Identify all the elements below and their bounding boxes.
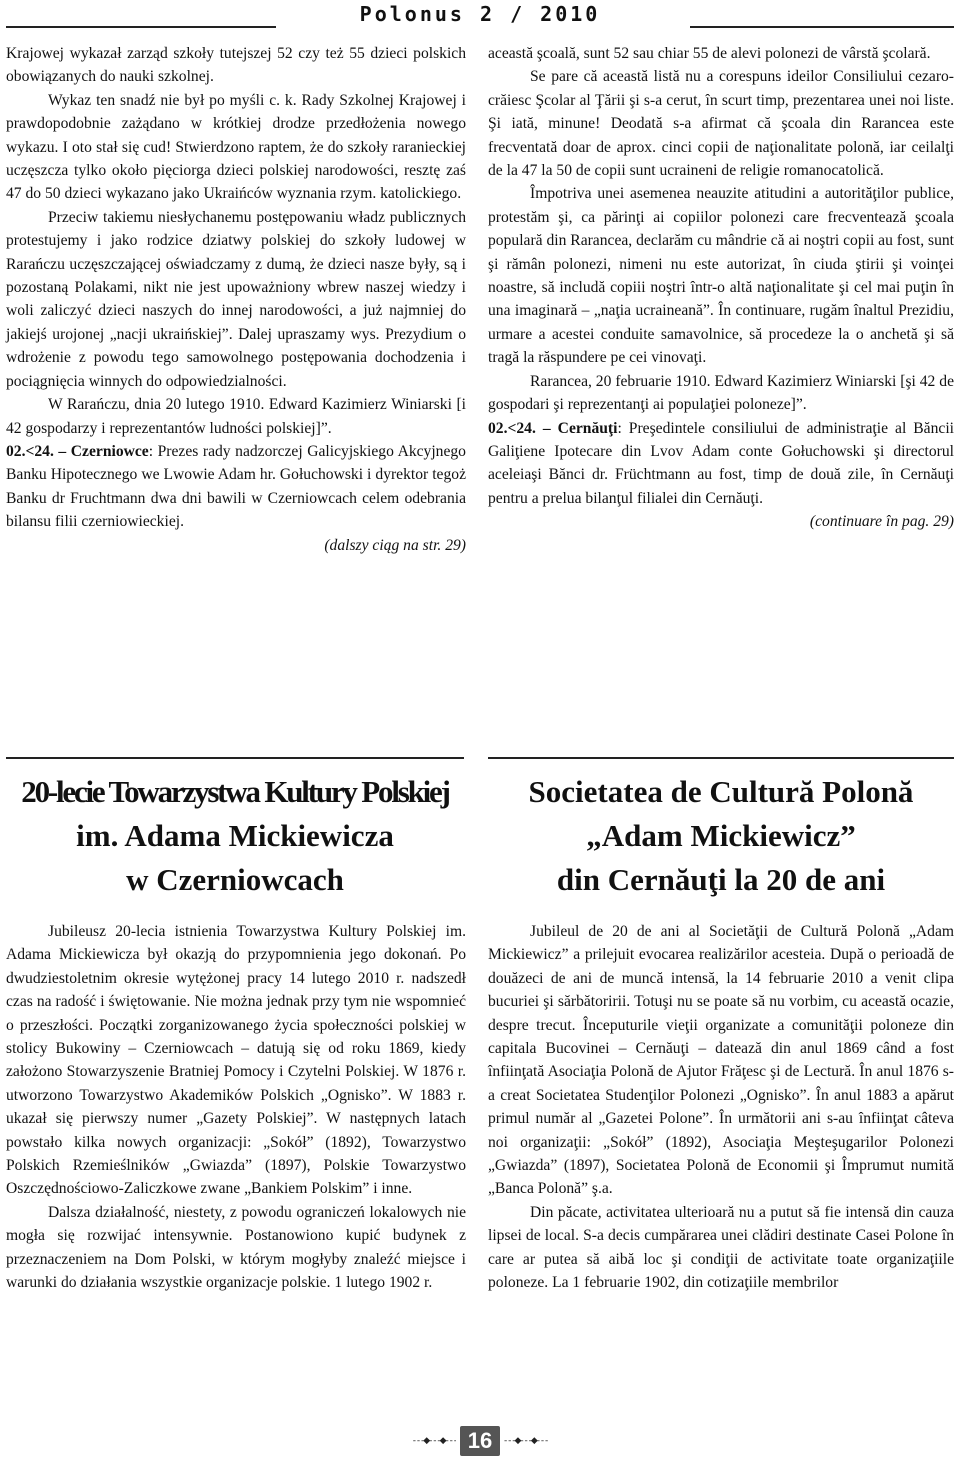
news-item — [488, 417, 954, 511]
article-body-romanian — [488, 920, 954, 1295]
title-line: Societatea de Cultură Polonă — [528, 774, 914, 809]
news-item — [6, 440, 466, 534]
paragraph: W Rarańczu, dnia 20 lutego 1910. Edward Kazimierz Winiarski [i 42 gospodarzy i reprezentantów ludności polskiej]”. — [6, 396, 466, 437]
news-item-text: : Prezes rady nadzorczej Galicyjskiego Akcyjnego Banku Hipotecznego we Lwowie Adam hr. Gołuchowski i dyrektor tegoż Banku dr Fruchtmann dwa dni bawili w Czerniowcach celem odebrania bilansu filii czerniowieckiej. — [6, 442, 466, 531]
article-title-romanian — [488, 770, 954, 902]
paragraph: Jubileul de 20 de ani al Societăţii de Cultură Polonă „Adam Mickiewicz” a prilejuit evocarea realizărilor acesteia. După o perioadă de douăzeci de ani de muncă intensă, la 14 februarie 2010 a venit clipa bucuriei şi sărbătoririi. Totuşi nu se poate să nu vorbim, cu această ocazie, despre trecut. Începuturile vieţii organizate a comunităţii poloneze din capitala Bucovinei – Cernăuţi – datează din anul 1869 când a fost înfiinţată Asociaţia Polonă de Ajutor Frăţesc şi de Lectură. În anul 1876 s-a creat Societatea Studenţilor Polonezi „Ognisko”. În anul 1883 a apărut primul număr al „Gazetei Polone”. În următorii ani s-au înfiinţat câteva noi organizaţii: „Sokół” (1892), Asociaţia Meşteşugarilor Polonezi „Gwiazda” (1897), Societatea Polonă de Economii şi Împrumut numită „Banca Polonă” ş.a. — [488, 923, 954, 1198]
continued-note: (continuare în pag. 29) — [809, 513, 954, 531]
section-divider-left — [6, 757, 464, 759]
paragraph: Împotriva unei asemenea neauzite atitudini a autorităţilor publice, protestăm şi, ca părinţi ai copiilor polonezi care frecventează şcoala populară din Rarancea, declarăm cu mândrie că ai noştri copii au fost, sunt şi rămân polonezi, nimeni nu este autorizat, în ciuda ştirii şi voinţei noastre, să includă copiii noştri într-o altă naţionalitate şi cel mai puţin în una imaginară – „naţia ucraineană”. În continuare, rugăm înaltul Prezidiu, urmare a acestei conduite samavolnice, să procedeze la o anchetă şi să tragă la răspundere pe cei vinovaţi. — [488, 185, 954, 367]
paragraph: această şcoală, sunt 52 sau chiar 55 de alevi polonezi de vârstă şcolară. — [488, 45, 931, 62]
running-header: Polonus 2 / 2010 — [359, 2, 601, 26]
article-title-polish — [6, 770, 464, 902]
paragraph: Przeciw takiemu niesłychanemu postępowaniu władz publicznych protestujemy i jako rodzice dziatwy polskiej do szkoły ludowej w Rarańczu uczęszczającej oświadczamy z dumą, że dzieci nasze były, są i pozostaną Polakami, nikt nie jest upoważniony wbrew naszej wiedzy i woli zaliczyć dzieci naszych do innej narodowości, a już najmniej do jakiejś urojonej „nacji ukraińskiej”. Dalej upraszamy wys. Prezydium o wdrożenie z powodu tego samowolnego postępowania dochodzenia i pociągnięcia winnych do odpowiedzialności. — [6, 208, 466, 390]
news-item-heading: 02.<24. – Czerniowce — [6, 442, 149, 460]
page-number: 16 — [460, 1426, 500, 1456]
right-column-top — [488, 42, 954, 534]
title-line: „Adam Mickiewicz” — [586, 818, 856, 853]
news-item-text: : Preşedintele consiliului de administraţie al Băncii Galiţiene Ipotecare din Lvov Adam conte Gołuchowski şi directorul aceleiaşi Bănci dr. Früchtmann au fost, timp de două zile, în Cernăuţi pentru a prelua bilanţul filialei din Cernăuţi. — [488, 419, 954, 507]
footer-ornament-left: - - -◆- - -◆- - - — [412, 1436, 456, 1446]
paragraph: Din păcate, activitatea ulterioară nu a putut să fie intensă din cauza lipsei de local. S-a decis cumpărarea unei clădiri destinate Casei Polone în care ar putea să aibă loc şi condiţii de activitate toate organizaţiile poloneze. La 1 februarie 1902, din cotizaţiile membrilor — [488, 1203, 954, 1292]
paragraph: Rarancea, 20 februarie 1910. Edward Kazimierz Winiarski [şi 42 de gospodari şi reprezentanţi ai populaţiei poloneze]”. — [488, 372, 954, 414]
title-line: din Cernăuţi la 20 de ani — [556, 862, 886, 897]
header-rule-right — [690, 26, 954, 28]
title-line: w Czerniowcach — [126, 862, 344, 897]
paragraph: Dalsza działalność, niestety, z powodu ograniczeń lokalowych nie mogła się rozwijać intensywnie. Postanowiono kupić budynek z przeznaczeniem na Dom Polski, w którym mogłyby znaleźć miejsce i warunki do działania wszystkie organizacje polskie. 1 lutego 1902 r. — [6, 1203, 466, 1292]
paragraph: Jubileusz 20-lecia istnienia Towarzystwa Kultury Polskiej im. Adama Mickiewicza był okazją do przypomnienia jego dokonań. Po dwudziestoletnim okresie wytężonej pracy 14 lutego 2010 r. nadszedł czas na radość i świętowanie. Nie można jednak przy tym nie wspomnieć o przeszłości. Początki zorganizowanego życia społeczności polskiej w stolicy Bukowiny – Czerniowcach – datują się od roku 1869, kiedy założono Stowarzyszenie Bratniej Pomocy i Czytelni Polskiej. W 1876 r. utworzono Towarzystwo Akademików Polskich „Ognisko”. W 1883 r. ukazał się pierwszy numer „Gazety Polskiej”. W następnych latach powstało kilka nowych organizacji: „Sokół” (1892), Towarzystwo Polskich Rzemieślników „Gwiazda” (1897), Polskie Towarzystwo Oszczędnościowo-Zaliczkowe zwane „Bankiem Polskim” i inne. — [6, 923, 466, 1198]
title-line: im. Adama Mickiewicza — [76, 818, 394, 853]
paragraph: Wykaz ten snadź nie był po myśli c. k. Rady Szkolnej Krajowej i prawdopodobnie zażądano w krótkiej drodze przedłożenia nowego wykazu. I oto stał się cud! Stwierdzono raptem, że do szkoły raranieckiej uczęszcza tylko około pięciorga dzieci polskiej narodowości, resztę zaś 47 do 50 dzieci wykazano jako Ukraińców wyznania rzym. katolickiego. — [6, 91, 466, 203]
news-item-heading: 02.<24. – Cernăuţi — [488, 419, 618, 437]
article-body-polish — [6, 920, 466, 1295]
footer-ornament-right: - - -◆- - -◆- - - — [504, 1436, 548, 1446]
paragraph: Se pare că această listă nu a corespuns ideilor Consiliului cezaro-crăiesc Şcolar al Ţării şi s-a cerut, în scurt timp, prezentarea unei noi liste. Şi iată, minune! Deodată s-a afirmat că şcoala din Rarancea este frecventată doar de aprox. cinci copii de naţionalitate polonă, iar ceilalţi de la 47 la 50 de copii sunt ucraineni de religie romanocatolică. — [488, 68, 954, 180]
title-line: 20-lecie Towarzystwa Kultury Polskiej — [21, 774, 449, 809]
left-column-top — [6, 42, 466, 557]
section-divider-right — [488, 757, 954, 759]
continued-note: (dalszy ciąg na str. 29) — [324, 536, 466, 554]
paragraph: Krajowej wykazał zarząd szkoły tutejszej 52 czy też 55 dzieci polskich obowiązanych do nauki szkolnej. — [6, 45, 466, 86]
